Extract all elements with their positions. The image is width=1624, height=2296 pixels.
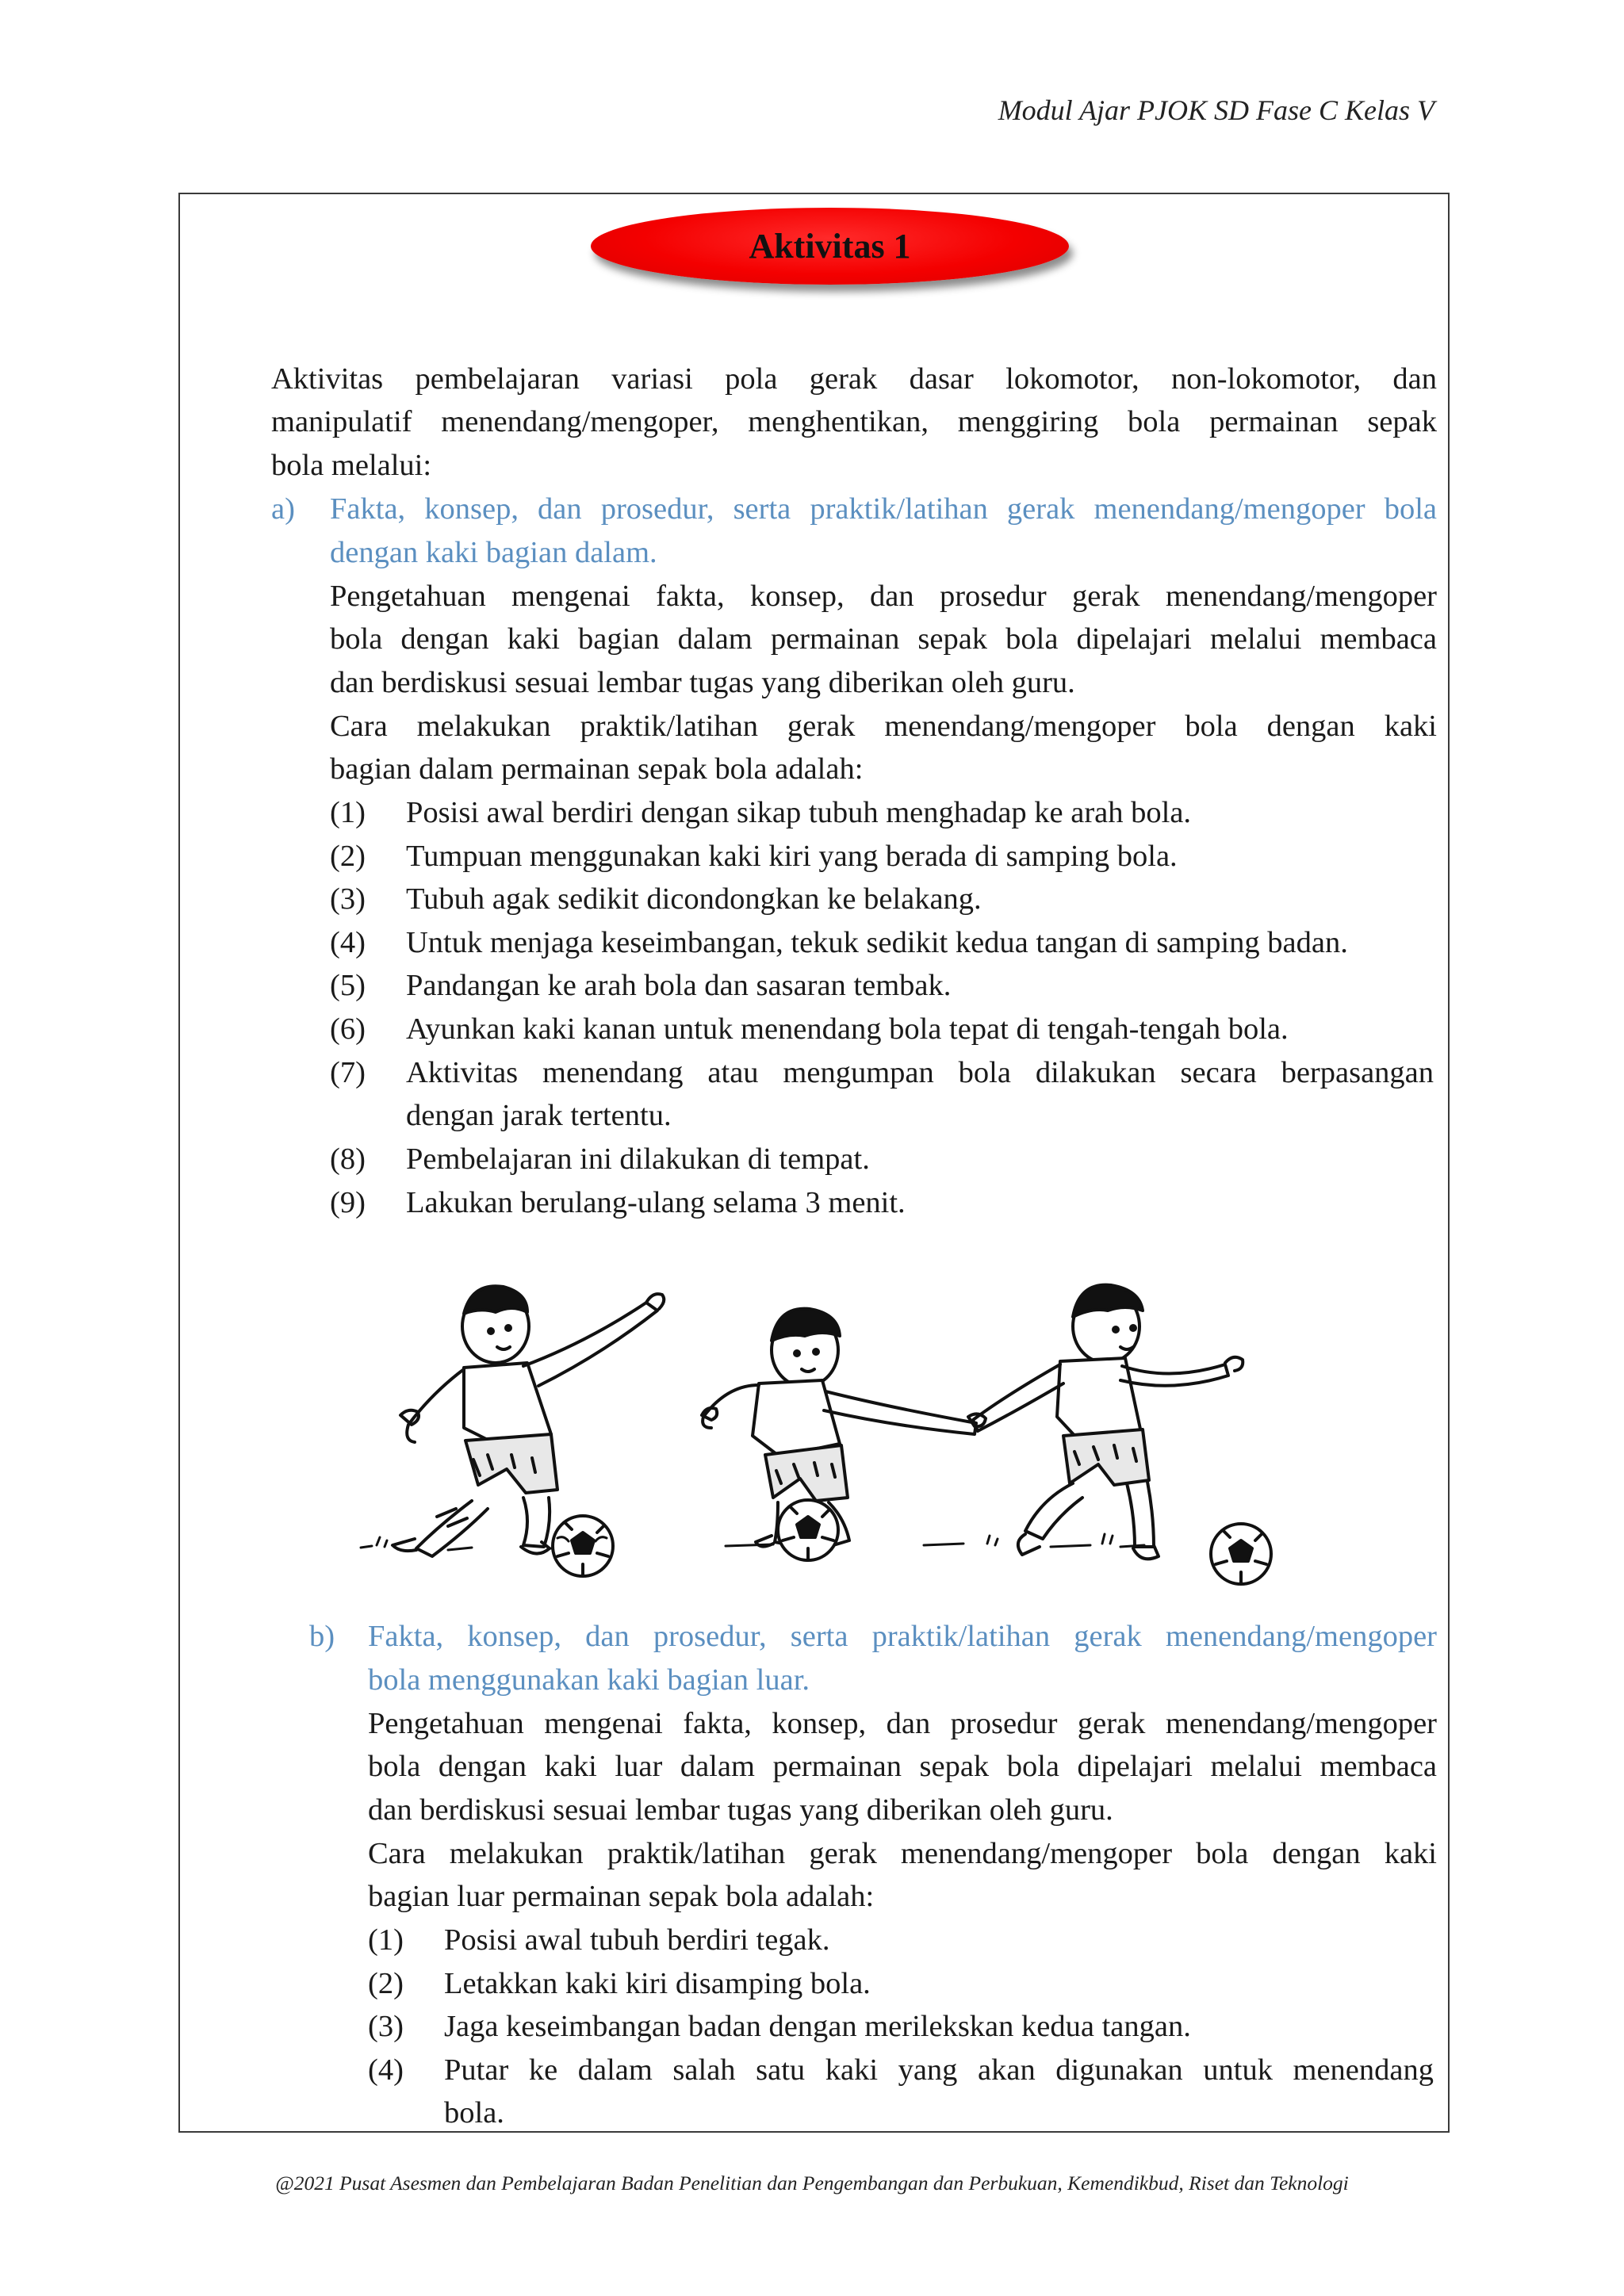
intro-line: bola melalui: [271, 449, 432, 482]
ground-grass-marks [361, 1534, 1144, 1550]
step-text: Jaga keseimbangan badan dengan merilekskan kedua tangan. [444, 2010, 1191, 2043]
step-text: Ayunkan kaki kanan untuk menendang bola tepat di tengah-tengah bola. [406, 1012, 1289, 1046]
step-number: (7) [330, 1056, 366, 1089]
step-number: (8) [330, 1142, 366, 1176]
activity-title-banner [591, 208, 1069, 285]
step-number: (1) [330, 796, 366, 829]
step-text: Letakkan kaki kiri disamping bola. [444, 1967, 871, 2000]
step-number: (9) [330, 1186, 366, 1219]
footer-copyright: @2021 Pusat Asesmen dan Pembelajaran Badan Penelitian dan Pengembangan dan Perbukuan, Kemendikbud, Riset dan Teknologi [275, 2172, 1349, 2195]
intro-line: manipulatif menendang/mengoper, menghentikan, menggiring bola permainan sepak [271, 405, 1437, 438]
soccer-ball-3 [1211, 1524, 1271, 1584]
section-a-para1-line: dan berdiskusi sesuai lembar tugas yang diberikan oleh guru. [330, 666, 1075, 699]
boy-figure-1 [393, 1286, 664, 1556]
boy-figure-2 [702, 1309, 976, 1547]
step-text: dengan jarak tertentu. [406, 1099, 672, 1132]
step-text: Posisi awal tubuh berdiri tegak. [444, 1923, 830, 1957]
boy-figure-3 [968, 1285, 1243, 1559]
step-text: Pembelajaran ini dilakukan di tempat. [406, 1142, 870, 1176]
section-a-marker: a) [271, 492, 295, 526]
step-text: Pandangan ke arah bola dan sasaran tembak. [406, 969, 952, 1002]
soccer-kicking-illustration [353, 1265, 1285, 1594]
section-b-para1-line: Pengetahuan mengenai fakta, konsep, dan prosedur gerak menendang/mengoper [368, 1707, 1437, 1740]
soccer-ball-1 [553, 1516, 613, 1576]
section-b-para2-line: Cara melakukan praktik/latihan gerak menendang/mengoper bola dengan kaki [368, 1837, 1437, 1870]
step-text: Tumpuan menggunakan kaki kiri yang berada di samping bola. [406, 840, 1178, 873]
step-number: (2) [330, 840, 366, 873]
section-b-para1-line: dan berdiskusi sesuai lembar tugas yang diberikan oleh guru. [368, 1793, 1113, 1827]
step-text: Lakukan berulang-ulang selama 3 menit. [406, 1186, 906, 1219]
step-number: (5) [330, 969, 366, 1002]
activity-title: Aktivitas 1 [749, 227, 911, 266]
section-a-heading-line: dengan kaki bagian dalam. [330, 536, 657, 569]
section-a-para2-line: bagian dalam permainan sepak bola adalah: [330, 752, 864, 786]
step-text: Tubuh agak sedikit dicondongkan ke belakang. [406, 882, 982, 916]
step-text: Putar ke dalam salah satu kaki yang akan digunakan untuk menendang [444, 2053, 1434, 2087]
step-number: (1) [368, 1923, 404, 1957]
step-text: Aktivitas menendang atau mengumpan bola dilakukan secara berpasangan [406, 1056, 1434, 1089]
soccer-ball-2 [778, 1500, 838, 1560]
section-b-heading-line: bola menggunakan kaki bagian luar. [368, 1663, 810, 1697]
section-a-heading-line: Fakta, konsep, dan prosedur, serta praktik/latihan gerak menendang/mengoper bola [330, 492, 1437, 526]
intro-line: Aktivitas pembelajaran variasi pola gerak dasar lokomotor, non-lokomotor, dan [271, 362, 1437, 396]
section-a-para1-line: bola dengan kaki bagian dalam permainan sepak bola dipelajari melalui membaca [330, 622, 1437, 656]
section-b-marker: b) [309, 1620, 335, 1653]
section-a-para2-line: Cara melakukan praktik/latihan gerak menendang/mengoper bola dengan kaki [330, 710, 1437, 743]
section-b-para1-line: bola dengan kaki luar dalam permainan sepak bola dipelajari melalui membaca [368, 1750, 1437, 1783]
step-number: (4) [330, 926, 366, 959]
step-text: Untuk menjaga keseimbangan, tekuk sedikit kedua tangan di samping badan. [406, 926, 1348, 959]
step-text: bola. [444, 2096, 504, 2130]
step-number: (3) [368, 2010, 404, 2043]
step-number: (4) [368, 2053, 404, 2087]
step-number: (3) [330, 882, 366, 916]
section-a-para1-line: Pengetahuan mengenai fakta, konsep, dan prosedur gerak menendang/mengoper [330, 580, 1437, 613]
header-title: Modul Ajar PJOK SD Fase C Kelas V [998, 94, 1434, 126]
step-number: (6) [330, 1012, 366, 1046]
section-b-heading-line: Fakta, konsep, dan prosedur, serta praktik/latihan gerak menendang/mengoper [368, 1620, 1437, 1653]
section-b-para2-line: bagian luar permainan sepak bola adalah: [368, 1880, 875, 1913]
step-text: Posisi awal berdiri dengan sikap tubuh menghadap ke arah bola. [406, 796, 1192, 829]
step-number: (2) [368, 1967, 404, 2000]
